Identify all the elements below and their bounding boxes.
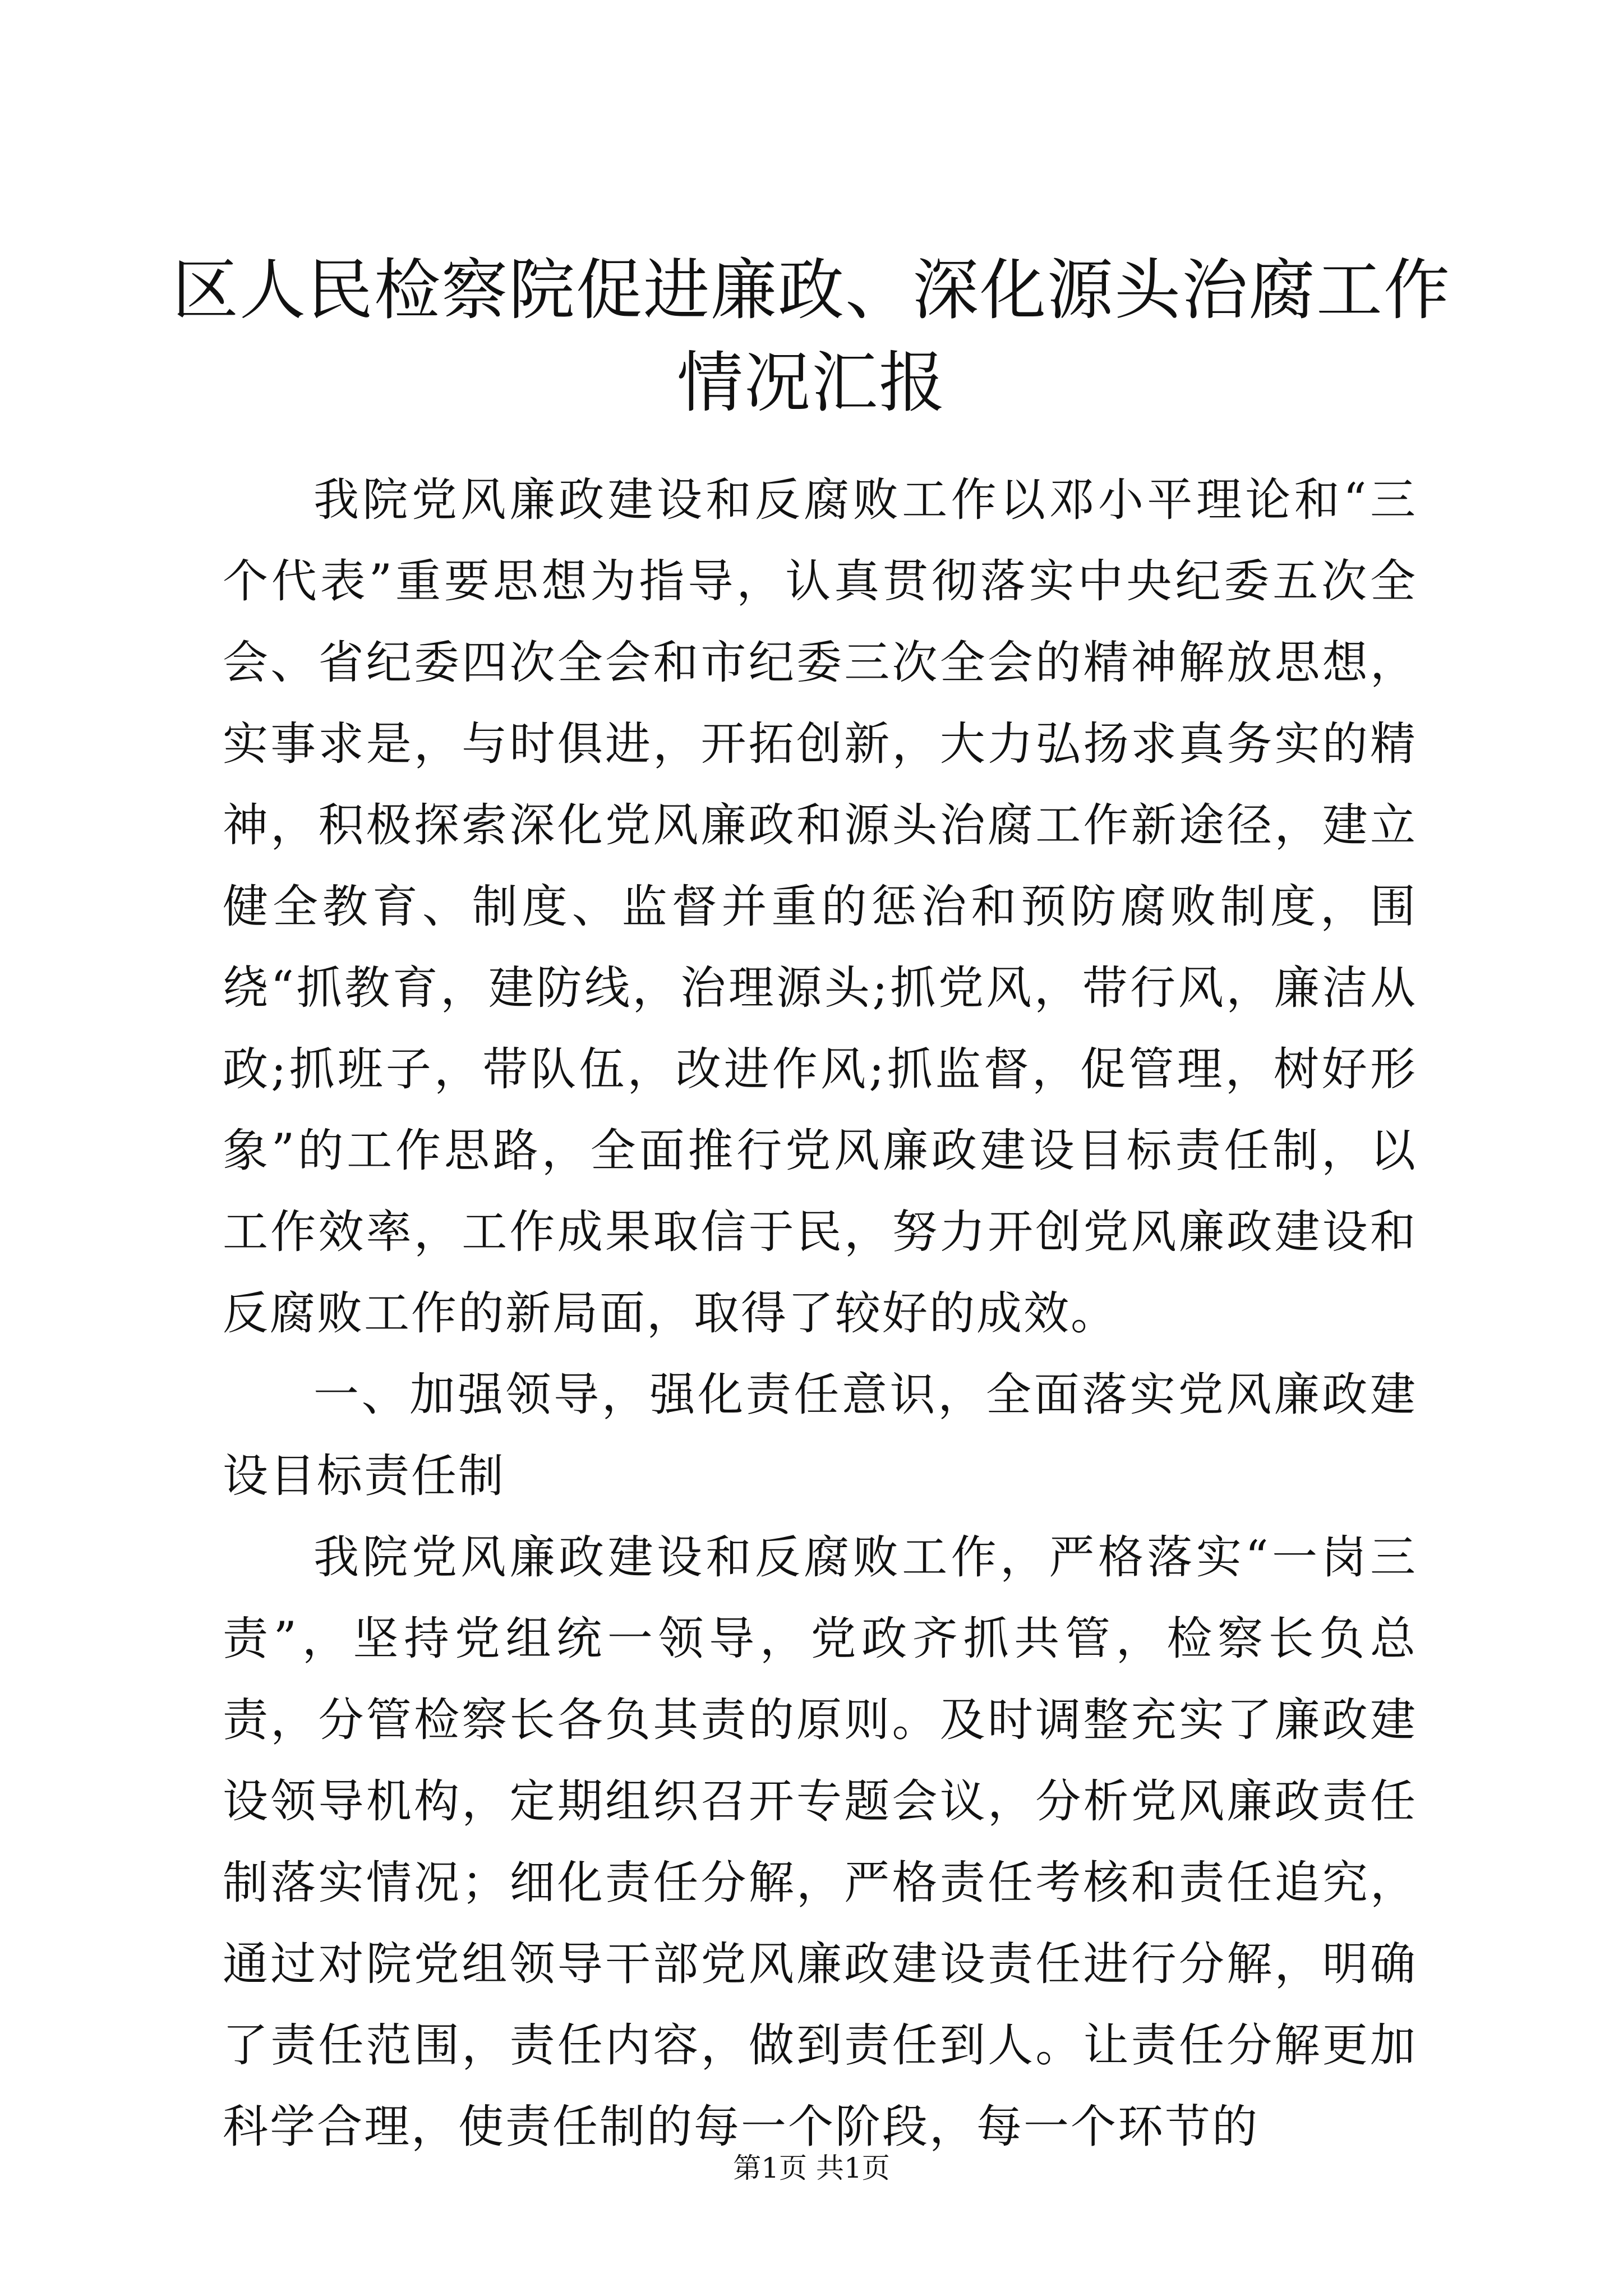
page-number-footer: 第1页 共1页 [733, 2152, 890, 2184]
section-heading-1: 一、加强领导，强化责任意识，全面落实党风廉政建设目标责任制 [223, 1369, 1417, 1503]
document-body [223, 460, 1417, 2168]
document-title: 区人民检察院促进廉政、深化源头治腐工作情况汇报 [172, 251, 1451, 421]
body-paragraph-2: 我院党风廉政建设和反腐败工作，严格落实“一岗三责”，坚持党组统一领导，党政齐抓共管，检察长负总责，分管检察长各负其责的原则。及时调整充实了廉政建设领导机构，定期组织召开专题会议，分析党风廉政责任制落实情况；细化责任分解，严格责任考核和责任追究，通过对院党组领导干部党风廉政建设责任进行分解，明确了责任范围，责任内容，做到责任到人。让责任分解更加科学合理，使责任制的每一个阶段，每一个环节的 [223, 1531, 1417, 2154]
body-paragraph-1: 我院党风廉政建设和反腐败工作以邓小平理论和“三个代表”重要思想为指导，认真贯彻落实中央纪委五次全会、省纪委四次全会和市纪委三次全会的精神解放思想，实事求是，与时俱进，开拓创新，大力弘扬求真务实的精神，积极探索深化党风廉政和源头治腐工作新途径，建立健全教育、制度、监督并重的惩治和预防腐败制度，围绕“抓教育，建防线，治理源头;抓党风，带行风，廉洁从政;抓班子，带队伍，改进作风;抓监督，促管理，树好形象”的工作思路，全面推行党风廉政建设目标责任制，以工作效率，工作成果取信于民，努力开创党风廉政建设和反腐败工作的新局面，取得了较好的成效。 [223, 474, 1417, 1340]
